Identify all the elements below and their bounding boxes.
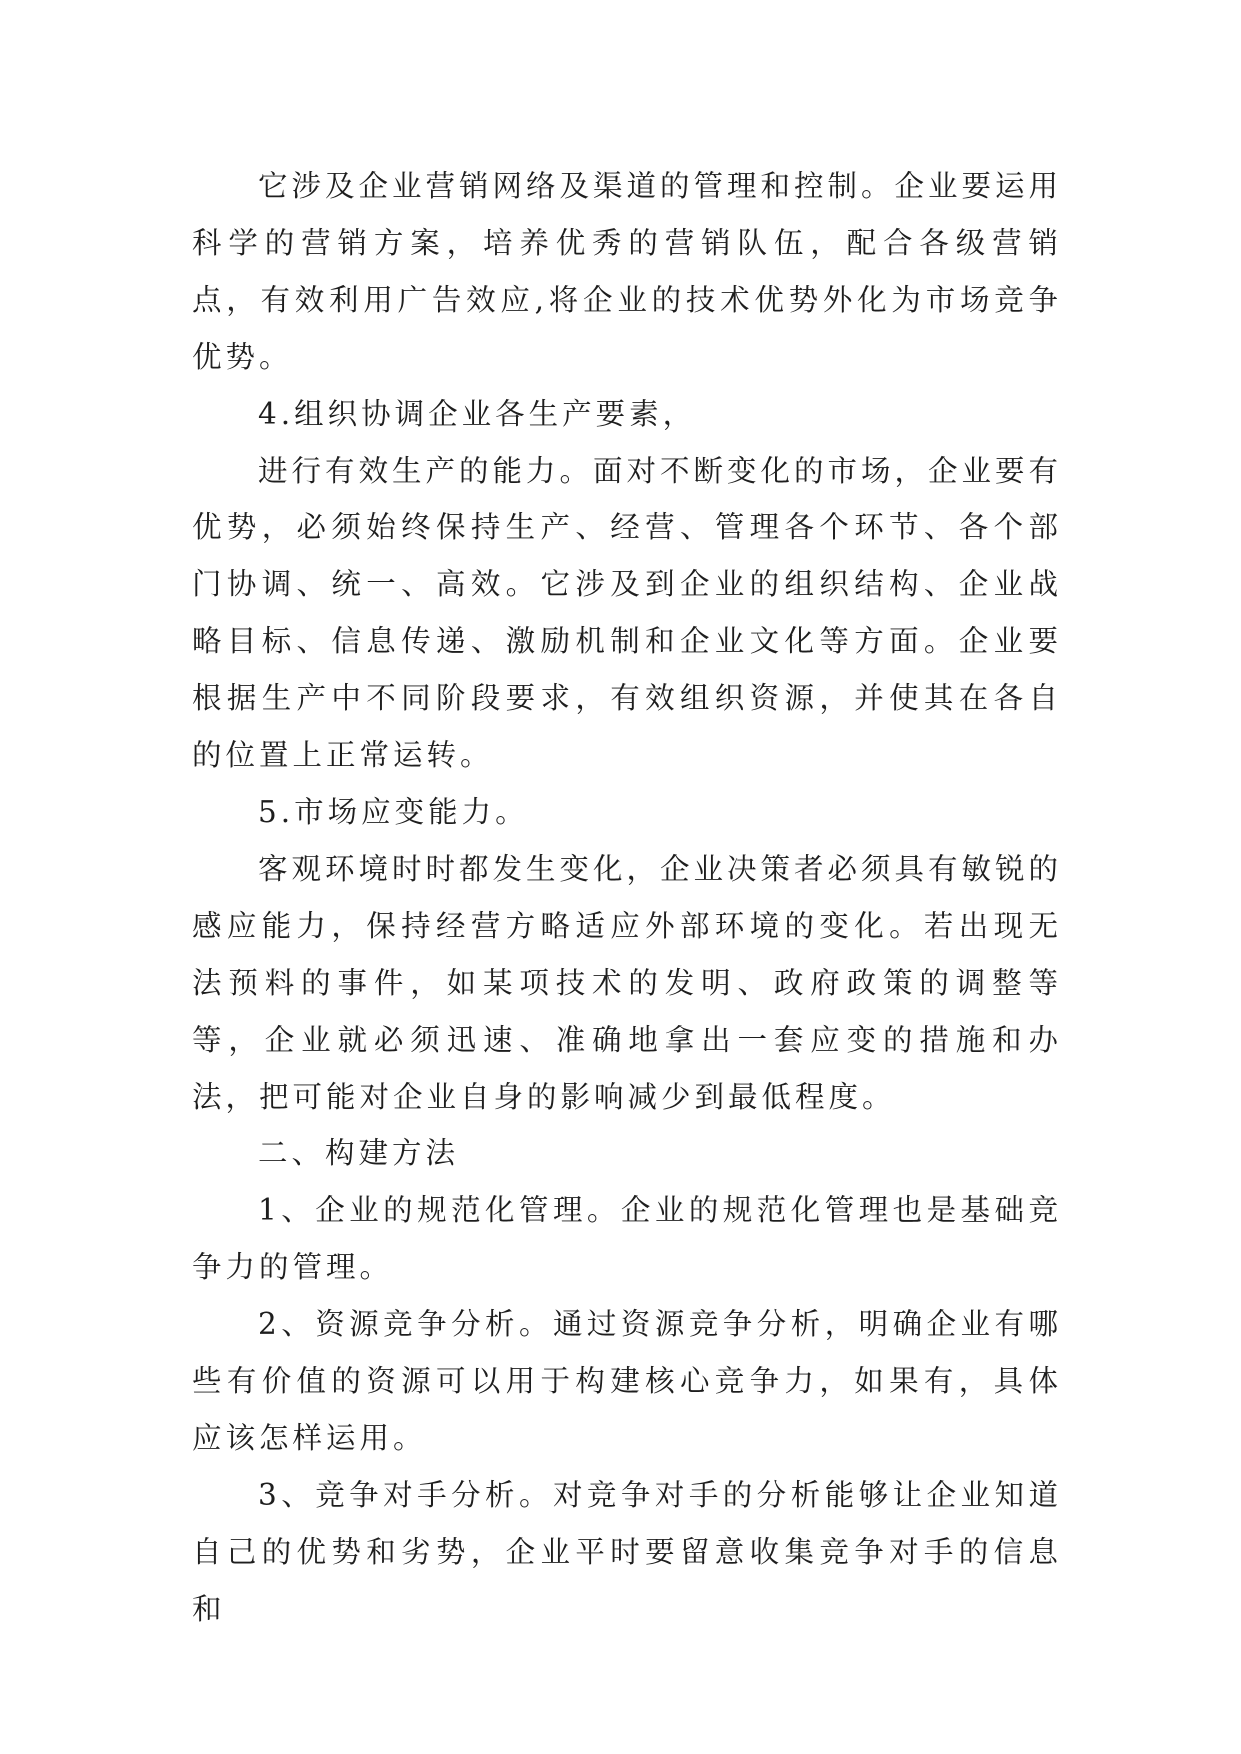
paragraph-method-2: 2、资源竞争分析。通过资源竞争分析，明确企业有哪些有价值的资源可以用于构建核心竞争力，如果有，具体应该怎样运用。 [192, 1307, 1062, 1455]
paragraph-marketing-control: 它涉及企业营销网络及渠道的管理和控制。企业要运用科学的营销方案，培养优秀的营销队伍，配合各级营销点，有效利用广告效应,将企业的技术优势外化为市场竞争优势。 [192, 169, 1063, 374]
paragraph-method-1: 1、企业的规范化管理。企业的规范化管理也是基础竞争力的管理。 [192, 1193, 1062, 1285]
section-heading-methods: 二、构建方法 [258, 1136, 460, 1171]
paragraph-method-3: 3、竞争对手分析。对竞争对手的分析能够让企业知道自己的优势和劣势，企业平时要留意收集竞争对手的信息和 [192, 1477, 1062, 1626]
heading-item-4: 4.组织协调企业各生产要素， [258, 396, 697, 431]
heading-item-5: 5.市场应变能力。 [258, 794, 529, 829]
document-body [192, 158, 1062, 1638]
paragraph-market-adaptability: 客观环境时时都发生变化，企业决策者必须具有敏锐的感应能力，保持经营方略适应外部环境的变化。若出现无法预料的事件，如某项技术的发明、政府政策的调整等等，企业就必须迅速、准确地拿出一套应变的措施和办法，把可能对企业自身的影响减少到最低程度。 [192, 851, 1063, 1114]
paragraph-production-ability: 进行有效生产的能力。面对不断变化的市场，企业要有优势，必须始终保持生产、经营、管理各个环节、各个部门协调、统一、高效。它涉及到企业的组织结构、企业战略目标、信息传递、激励机制和企业文化等方面。企业要根据生产中不同阶段要求，有效组织资源，并使其在各自的位置上正常运转。 [192, 453, 1063, 773]
